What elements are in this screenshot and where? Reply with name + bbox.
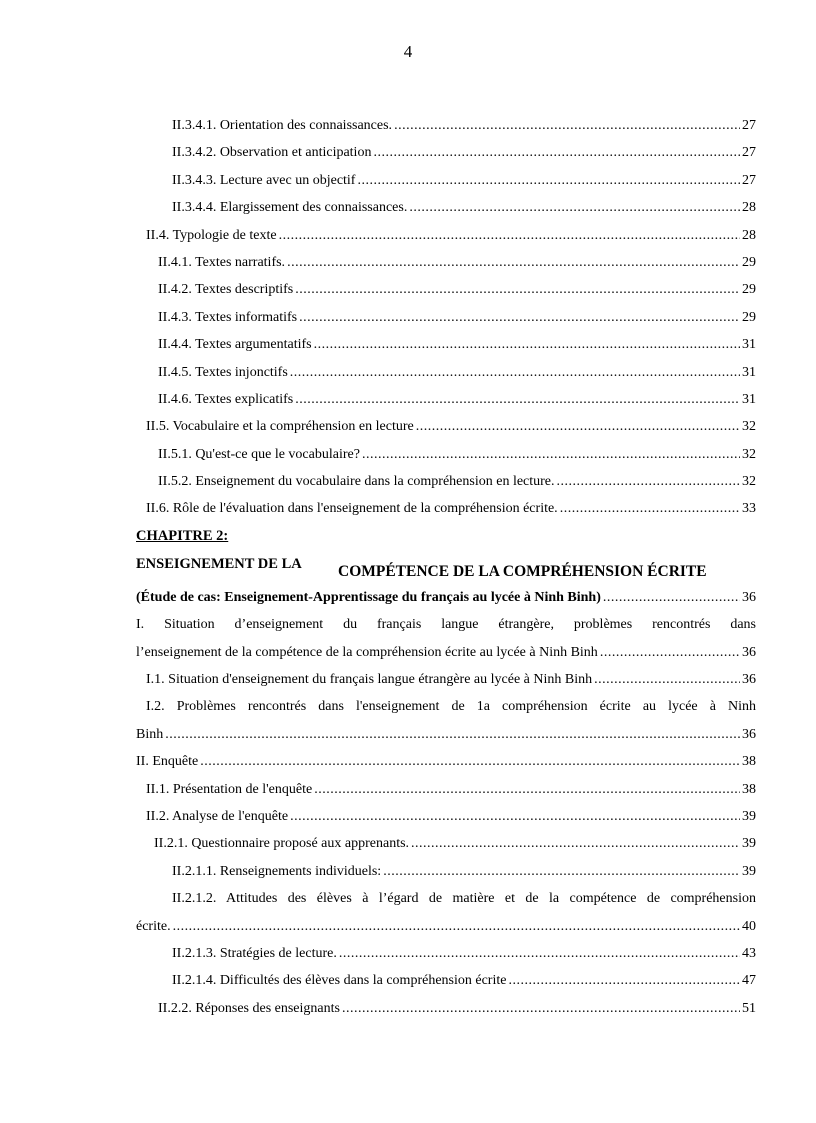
toc-entry-title: II.5.2. Enseignement du vocabulaire dans la compréhension en lecture. [158, 474, 555, 490]
chapter-title-part2: COMPÉTENCE DE LA COMPRÉHENSION ÉCRITE [338, 562, 707, 580]
toc-entry-title: II.6. Rôle de l'évaluation dans l'enseignement de la compréhension écrite. [146, 501, 558, 517]
toc-entry-page: 32 [742, 474, 756, 490]
chapter-title [136, 550, 756, 584]
toc-entry-title: II.4.3. Textes informatifs [158, 309, 298, 325]
toc-entry-title: II.5. Vocabulaire et la compréhension en lecture [146, 419, 414, 435]
toc-entry-page: 27 [742, 172, 756, 188]
toc-leader [173, 913, 740, 940]
toc-entry-title: II. Enquête [136, 754, 199, 770]
toc-leader [339, 940, 740, 967]
toc-entry-page: 31 [742, 364, 756, 380]
toc-entry-title: II.3.4.2. Observation et anticipation [172, 145, 372, 161]
toc-entry[interactable] [136, 413, 756, 440]
toc-entry-title: II.4.5. Textes injonctifs [158, 364, 288, 380]
toc-entry-page: 36 [742, 726, 756, 742]
toc-entry[interactable] [136, 748, 756, 775]
toc-entry[interactable] [136, 995, 756, 1022]
toc-entry-title: II.2.1.3. Stratégies de lecture. [172, 945, 337, 961]
toc-leader [295, 276, 740, 303]
toc-entry-title: II.4.2. Textes descriptifs [158, 282, 294, 298]
toc-entry[interactable] [136, 967, 756, 994]
toc-entry-title: II.1. Présentation de l'enquête [146, 781, 313, 797]
toc-entry[interactable] [136, 468, 756, 495]
toc-entry[interactable] [136, 276, 756, 303]
toc-entry[interactable] [136, 639, 756, 666]
toc-leader [409, 194, 740, 221]
toc-entry[interactable] [136, 776, 756, 803]
toc-leader [200, 748, 740, 775]
toc-entry-page: 29 [742, 309, 756, 325]
toc-entry-page: 47 [742, 973, 756, 989]
toc-leader [603, 584, 740, 611]
toc-leader [508, 967, 740, 994]
toc-entry-line[interactable]: II.2.1.2. Attitudes des élèves à l’égard de matière et de la compétence de compréhension [172, 891, 756, 907]
toc-entry-page: 28 [742, 227, 756, 243]
page-number: 4 [403, 42, 413, 61]
toc-entry[interactable] [136, 222, 756, 249]
toc-entry[interactable] [136, 331, 756, 358]
toc-entry[interactable] [136, 940, 756, 967]
toc-entry-page: 27 [742, 145, 756, 161]
toc-entry[interactable] [136, 858, 756, 885]
toc-entry[interactable] [136, 167, 756, 194]
toc-entry-page: 43 [742, 945, 756, 961]
toc-entry[interactable] [136, 666, 756, 693]
toc-leader [411, 830, 740, 857]
toc-leader [295, 386, 740, 413]
toc-leader [290, 803, 740, 830]
toc-entry-page: 36 [742, 589, 756, 605]
toc-entry-page: 28 [742, 200, 756, 216]
toc-entry[interactable] [136, 359, 756, 386]
toc-entry-title: II.3.4.1. Orientation des connaissances. [172, 118, 393, 133]
toc-entry[interactable] [136, 139, 756, 166]
toc-leader [594, 666, 740, 693]
toc-entry-page: 32 [742, 419, 756, 435]
toc-leader [287, 249, 740, 276]
toc-leader [357, 167, 740, 194]
toc-leader [416, 413, 740, 440]
toc-entry-page: 33 [742, 501, 756, 517]
toc-entry-title: II.4. Typologie de texte [146, 227, 277, 243]
toc-entry-title: II.4.6. Textes explicatifs [158, 391, 294, 407]
toc-leader [383, 858, 740, 885]
toc-entry-page: 38 [742, 754, 756, 770]
toc-entry-title: Binh [136, 726, 164, 742]
toc-entry[interactable] [136, 194, 756, 221]
toc-leader [600, 639, 740, 666]
toc-entry-line[interactable]: I. Situation d’enseignement du français langue étrangère, problèmes rencontrés dans [136, 617, 756, 633]
toc-entry-page: 39 [742, 836, 756, 852]
toc-entry-title: II.4.1. Textes narratifs. [158, 254, 286, 270]
toc-entry-page: 31 [742, 337, 756, 353]
toc-entry[interactable] [136, 913, 756, 940]
toc-leader [314, 776, 740, 803]
toc-leader [165, 721, 740, 748]
toc-entry-title: II.2.1.4. Difficultés des élèves dans la compréhension écrite [172, 973, 507, 989]
toc-entry-title: II.2.2. Réponses des enseignants [158, 1000, 340, 1016]
toc-entry-page: 38 [742, 781, 756, 797]
toc-leader [394, 112, 740, 139]
toc-entry[interactable] [136, 304, 756, 331]
toc-entry-title: II.2. Analyse de l'enquête [146, 808, 289, 824]
toc-entry[interactable] [136, 830, 756, 857]
chapter-title-part1: ENSEIGNEMENT DE LA [136, 555, 302, 572]
toc-entry[interactable] [136, 441, 756, 468]
toc-entry-line[interactable]: I.2. Problèmes rencontrés dans l'enseignement de 1a compréhension écrite au lycée à Ninh [146, 699, 756, 715]
toc-entry-page: 32 [742, 446, 756, 462]
toc-entry-page: 31 [742, 391, 756, 407]
toc-entry[interactable] [136, 495, 756, 522]
toc-entry-page: 36 [742, 644, 756, 660]
chapter-subtitle[interactable] [136, 584, 756, 611]
toc-entry[interactable] [136, 112, 756, 139]
toc-leader [279, 222, 740, 249]
chapter-label: CHAPITRE 2: [136, 527, 229, 544]
toc-leader [290, 359, 740, 386]
toc-entry-title: II.4.4. Textes argumentatifs [158, 337, 312, 353]
toc-entry-page: 51 [742, 1000, 756, 1016]
chapter-subtitle-text: (Étude de cas: Enseignement-Apprentissage du français au lycée à Ninh Binh) [136, 589, 601, 605]
toc-entry-title: l’enseignement de la compétence de la compréhension écrite au lycée à Ninh Binh [136, 644, 598, 660]
toc-leader [314, 331, 740, 358]
toc-leader [557, 468, 740, 495]
toc-leader [560, 495, 740, 522]
toc-leader [373, 139, 740, 166]
toc-entry-title: II.5.1. Qu'est-ce que le vocabulaire? [158, 446, 360, 462]
toc-entry-page: 27 [742, 118, 756, 133]
toc-entry[interactable] [136, 803, 756, 830]
toc-entry[interactable] [136, 721, 756, 748]
toc-leader [342, 995, 740, 1022]
toc-entry-page: 36 [742, 672, 756, 688]
toc-entry[interactable] [136, 249, 756, 276]
toc-entry-page: 39 [742, 863, 756, 879]
toc-entry-page: 29 [742, 254, 756, 270]
toc-entry-title: II.2.1.1. Renseignements individuels: [172, 863, 382, 879]
toc-entry-title: II.3.4.3. Lecture avec un objectif [172, 172, 356, 188]
toc-entry[interactable] [136, 386, 756, 413]
toc-leader [362, 441, 740, 468]
table-of-contents [136, 112, 756, 1022]
toc-entry-page: 40 [742, 918, 756, 934]
toc-entry-title: II.2.1. Questionnaire proposé aux apprenants. [154, 836, 410, 852]
toc-entry-title: II.3.4.4. Elargissement des connaissances. [172, 200, 408, 216]
toc-leader [299, 304, 740, 331]
toc-entry-title: I.1. Situation d'enseignement du français langue étrangère au lycée à Ninh Binh [146, 672, 593, 688]
toc-entry-title: écrite. [136, 918, 171, 934]
toc-entry-page: 29 [742, 282, 756, 298]
toc-entry-page: 39 [742, 808, 756, 824]
